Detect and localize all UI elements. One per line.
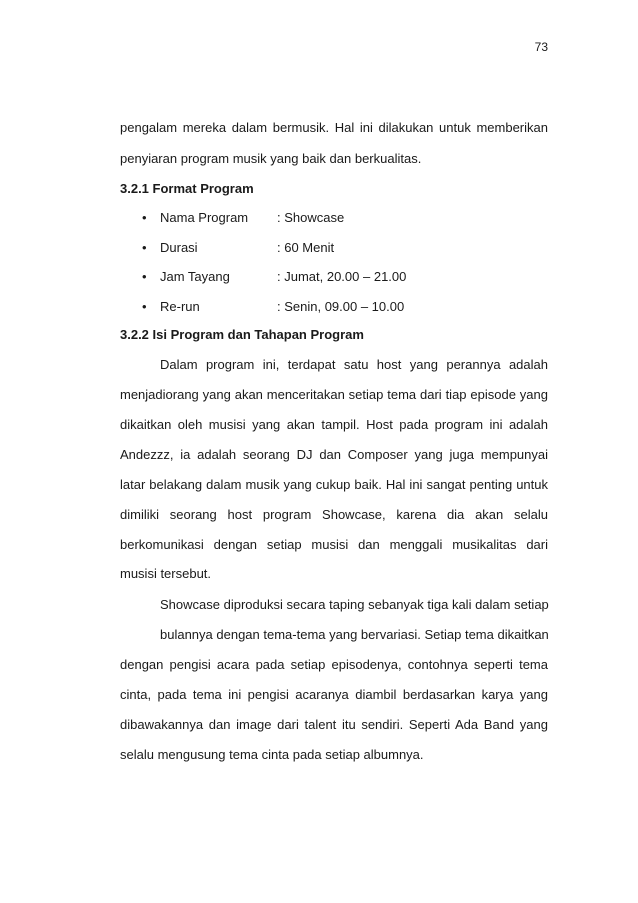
body-text-line: Showcase diproduksi secara taping sebanyak tiga kali dalam setiap	[160, 597, 549, 612]
body-text-line: pengalam mereka dalam bermusik. Hal ini dilakukan untuk memberikan	[120, 120, 548, 135]
bullet-icon: •	[142, 299, 147, 314]
body-text-line: dimiliki seorang host program Showcase, karena dia akan selalu	[120, 507, 548, 522]
body-text-line: dibawakannya dan image dari talent itu sendiri. Seperti Ada Band yang	[120, 717, 548, 732]
section-heading-isi-program: 3.2.2 Isi Program dan Tahapan Program	[120, 327, 364, 342]
page-number: 73	[534, 40, 548, 54]
list-item-label: Nama Program	[160, 210, 249, 225]
list-item-value: : Senin, 09.00 – 10.00	[277, 299, 405, 314]
list-item-value: : Showcase	[277, 210, 345, 225]
body-text-line: dengan pengisi acara pada setiap episodenya, contohnya seperti tema	[120, 657, 548, 672]
section-heading-format-program: 3.2.1 Format Program	[120, 181, 254, 196]
body-text-line: selalu mengusung tema cinta pada setiap albumnya.	[120, 747, 424, 762]
bullet-icon: •	[142, 210, 147, 225]
bullet-icon: •	[142, 240, 147, 255]
body-text-line: Andezzz, ia adalah seorang DJ dan Composer yang juga mempunyai	[120, 447, 548, 462]
body-text-line: menjadiorang yang akan menceritakan setiap tema dari tiap episode yang	[120, 387, 548, 402]
list-item-value: : Jumat, 20.00 – 21.00	[277, 269, 407, 284]
body-text-line: cinta, pada tema ini pengisi acaranya diambil berdasarkan karya yang	[120, 687, 548, 702]
list-item-value: : 60 Menit	[277, 240, 335, 255]
body-text-line: penyiaran program musik yang baik dan berkualitas.	[120, 151, 422, 166]
list-item-label: Jam Tayang	[160, 269, 230, 284]
body-text-line: berkomunikasi dengan setiap musisi dan menggali musikalitas dari	[120, 537, 548, 552]
body-text-line: dikaitkan oleh musisi yang akan tampil. Host pada program ini adalah	[120, 417, 548, 432]
body-text-line: latar belakang dalam musik yang cukup baik. Hal ini sangat penting untuk	[120, 477, 548, 492]
body-text-line: Dalam program ini, terdapat satu host yang perannya adalah	[160, 357, 548, 372]
list-item-label: Durasi	[160, 240, 198, 255]
list-item-label: Re-run	[160, 299, 200, 314]
bullet-icon: •	[142, 269, 147, 284]
body-text-line: bulannya dengan tema-tema yang bervariasi. Setiap tema dikaitkan	[160, 627, 549, 642]
body-text-line: musisi tersebut.	[120, 566, 212, 581]
